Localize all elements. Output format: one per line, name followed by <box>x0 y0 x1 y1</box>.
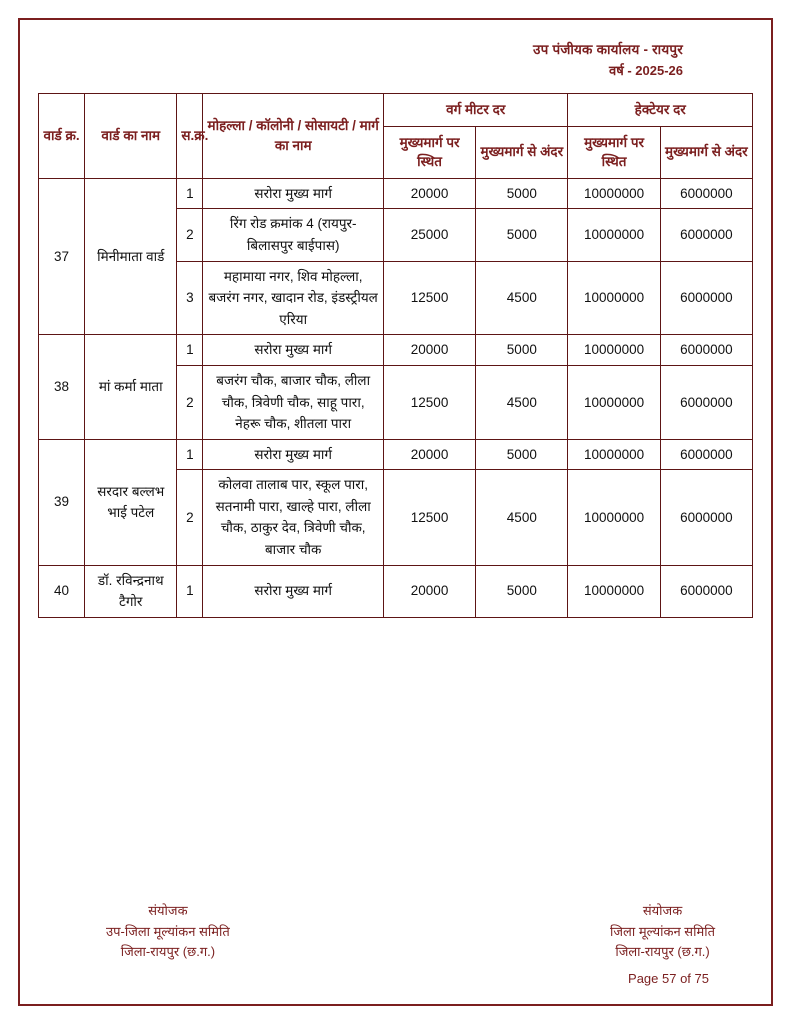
office-title: उप पंजीयक कार्यालय - रायपुर <box>533 42 683 57</box>
cell-hect-main: 10000000 <box>568 470 660 565</box>
cell-area-name: सरोरा मुख्य मार्ग <box>203 178 384 209</box>
cell-area-name: महामाया नगर, शिव मोहल्ला, बजरंग नगर, खादान रोड, इंडस्ट्रीयल एरिया <box>203 261 384 335</box>
fiscal-year: वर्ष - 2025-26 <box>608 62 683 78</box>
cell-hect-inside: 6000000 <box>660 335 752 366</box>
cell-sr-no: 1 <box>177 565 203 617</box>
cell-sr-no: 1 <box>177 178 203 209</box>
cell-sqm-inside: 5000 <box>476 565 568 617</box>
cell-ward-no: 38 <box>39 335 85 439</box>
th-sqm-rate: वर्ग मीटर दर <box>383 94 568 127</box>
signature-right <box>610 901 715 963</box>
cell-hect-inside: 6000000 <box>660 209 752 261</box>
cell-ward-name: सरदार बल्लभ भाई पटेल <box>85 439 177 565</box>
cell-area-name: बजरंग चौक, बाजार चौक, लीला चौक, त्रिवेणी चौक, साहू पारा, नेहरू चौक, शीतला पारा <box>203 365 384 439</box>
cell-ward-no: 37 <box>39 178 85 335</box>
table-row <box>39 565 753 617</box>
th-sqm-inside-road: मुख्यमार्ग से अंदर <box>476 126 568 178</box>
table-row <box>39 335 753 366</box>
cell-sr-no: 2 <box>177 470 203 565</box>
cell-ward-no: 40 <box>39 565 85 617</box>
cell-sqm-inside: 5000 <box>476 335 568 366</box>
cell-hect-inside: 6000000 <box>660 178 752 209</box>
cell-sqm-inside: 4500 <box>476 470 568 565</box>
th-hect-inside-road: मुख्यमार्ग से अंदर <box>660 126 752 178</box>
cell-hect-main: 10000000 <box>568 261 660 335</box>
cell-area-name: रिंग रोड क्रमांक 4 (रायपुर-बिलासपुर बाईपास) <box>203 209 384 261</box>
th-ward-name: वार्ड का नाम <box>85 94 177 179</box>
page-number: Page 57 of 75 <box>628 971 709 987</box>
th-ward-no: वार्ड क्र. <box>39 94 85 179</box>
cell-sr-no: 3 <box>177 261 203 335</box>
signature-row <box>36 901 755 963</box>
signature-right-line2: जिला मूल्यांकन समिति <box>610 923 715 939</box>
cell-hect-inside: 6000000 <box>660 365 752 439</box>
cell-hect-main: 10000000 <box>568 439 660 470</box>
th-sr-no: स.क्र. <box>177 94 203 179</box>
page-content <box>18 18 773 1006</box>
signature-left-line2: उप-जिला मूल्यांकन समिति <box>106 923 230 939</box>
cell-sr-no: 1 <box>177 335 203 366</box>
table-body <box>39 178 753 617</box>
cell-hect-main: 10000000 <box>568 565 660 617</box>
th-hect-main-road: मुख्यमार्ग पर स्थित <box>568 126 660 178</box>
table-row <box>39 439 753 470</box>
th-hectare-rate: हेक्टेयर दर <box>568 94 753 127</box>
cell-sqm-main: 12500 <box>383 470 475 565</box>
th-sqm-main-road: मुख्यमार्ग पर स्थित <box>383 126 475 178</box>
signature-left-line3: जिला-रायपुर (छ.ग.) <box>120 944 216 960</box>
cell-sqm-inside: 4500 <box>476 365 568 439</box>
cell-area-name: कोलवा तालाब पार, स्कूल पारा, सतनामी पारा, खाल्हे पारा, लीला चौक, ठाकुर देव, त्रिवेणी चौक, बाजार चौक <box>203 470 384 565</box>
cell-hect-inside: 6000000 <box>660 439 752 470</box>
cell-sqm-inside: 5000 <box>476 178 568 209</box>
cell-hect-inside: 6000000 <box>660 565 752 617</box>
cell-sqm-main: 20000 <box>383 565 475 617</box>
cell-hect-inside: 6000000 <box>660 470 752 565</box>
cell-sqm-main: 20000 <box>383 178 475 209</box>
cell-hect-main: 10000000 <box>568 178 660 209</box>
cell-sqm-inside: 5000 <box>476 439 568 470</box>
cell-sqm-main: 20000 <box>383 439 475 470</box>
signature-left <box>106 901 230 963</box>
cell-sqm-main: 12500 <box>383 261 475 335</box>
cell-sqm-main: 20000 <box>383 335 475 366</box>
signature-right-line1: संयोजक <box>642 902 683 918</box>
cell-hect-main: 10000000 <box>568 365 660 439</box>
cell-sr-no: 2 <box>177 209 203 261</box>
cell-hect-main: 10000000 <box>568 209 660 261</box>
cell-sr-no: 2 <box>177 365 203 439</box>
cell-sqm-main: 25000 <box>383 209 475 261</box>
th-area-name: मोहल्ला / कॉलोनी / सोसायटी / मार्ग का नाम <box>203 94 384 179</box>
cell-hect-inside: 6000000 <box>660 261 752 335</box>
cell-hect-main: 10000000 <box>568 335 660 366</box>
document-header <box>36 40 755 81</box>
table-row <box>39 178 753 209</box>
signature-left-line1: संयोजक <box>148 902 188 918</box>
table-header-row-1 <box>39 94 753 127</box>
cell-ward-no: 39 <box>39 439 85 565</box>
cell-area-name: सरोरा मुख्य मार्ग <box>203 439 384 470</box>
document-footer <box>36 901 755 990</box>
signature-right-line3: जिला-रायपुर (छ.ग.) <box>615 944 710 960</box>
cell-sqm-inside: 5000 <box>476 209 568 261</box>
table-head <box>39 94 753 179</box>
cell-ward-name: मिनीमाता वार्ड <box>85 178 177 335</box>
cell-area-name: सरोरा मुख्य मार्ग <box>203 565 384 617</box>
cell-sqm-main: 12500 <box>383 365 475 439</box>
cell-sr-no: 1 <box>177 439 203 470</box>
cell-ward-name: मां कर्मा माता <box>85 335 177 439</box>
cell-ward-name: डॉ. रविन्द्रनाथ टैगोर <box>85 565 177 617</box>
rate-table <box>38 93 753 618</box>
cell-area-name: सरोरा मुख्य मार्ग <box>203 335 384 366</box>
cell-sqm-inside: 4500 <box>476 261 568 335</box>
